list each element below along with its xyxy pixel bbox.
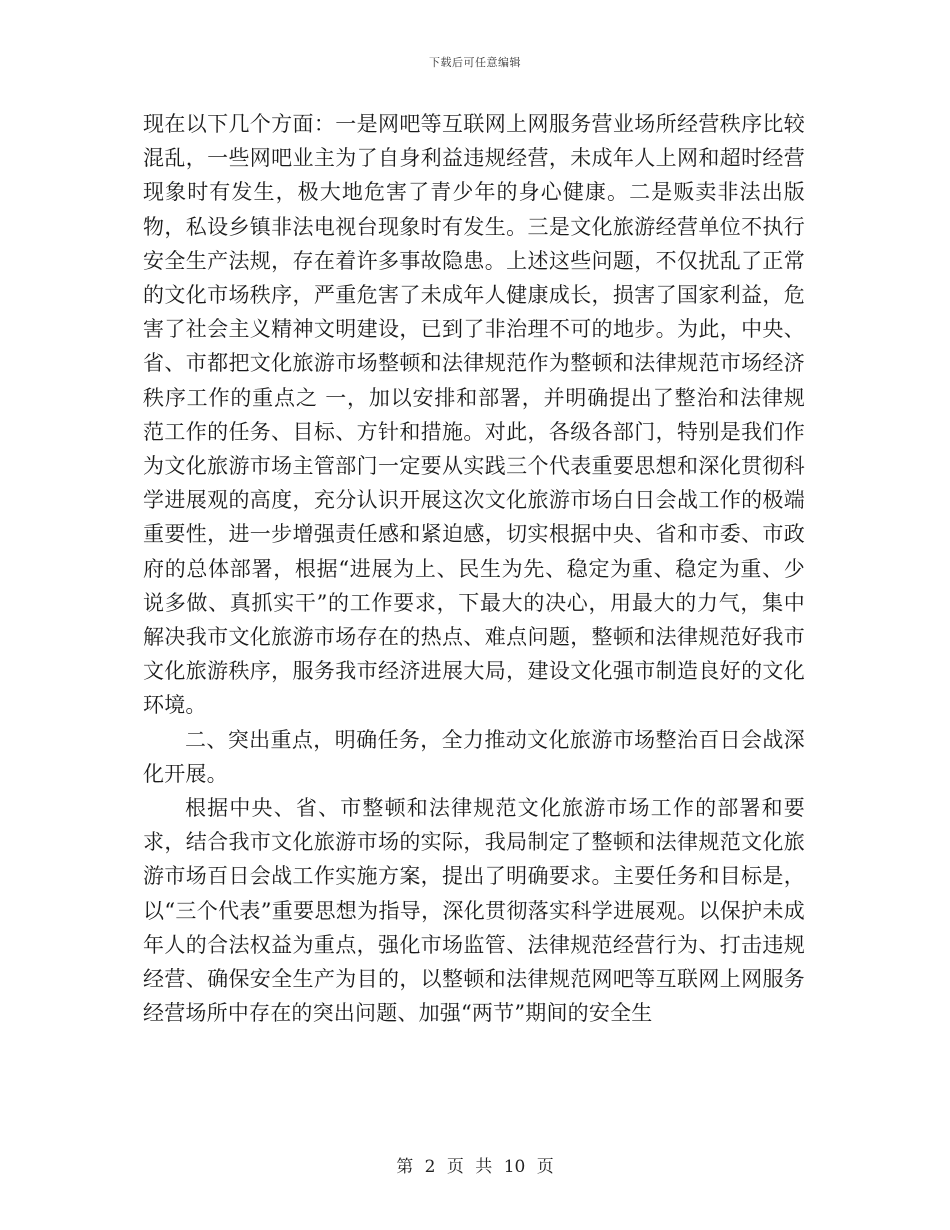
paragraph-1: 现在以下几个方面：一是网吧等互联网上网服务营业场所经营秩序比较混乱，一些网吧业主为了自身利益违规经营，未成年人上网和超时经营现象时有发生，极大地危害了青少年的身心健康。二是贩卖非法出版物，私设乡镇非法电视台现象时有发生。三是文化旅游经营单位不执行安全生产法规，存在着许多事故隐患。上述这些问题，不仅扰乱了正常的文化市场秩序，严重危害了未成年人健康成长，损害了国家利益，危害了社会主义精神文明建设，已到了非治理不可的地步。为此，中央、省、市都把文化旅游市场整顿和法律规范作为整顿和法律规范市场经济秩序工作的重点之 一，加以安排和部署，并明确提出了整治和法律规范工作的任务、目标、方针和措施。对此，各级各部门，特别是我们作为文化旅游市场主管部门一定要从实践三个代表重要思想和深化贯彻科学进展观的高度，充分认识开展这次文化旅游市场白日会战工作的极端重要性，进一步增强责任感和紧迫感，切实根据中央、省和市委、市政府的总体部署，根据“进展为上、民生为先、稳定为重、稳定为重、少说多做、真抓实干”的工作要求，下最大的决心，用最大的力气，集中解决我市文化旅游市场存在的热点、难点问题，整顿和法律规范好我市文化旅游秩序，服务我市经济进展大局，建设文化强市制造良好的文化环境。 (143, 112, 805, 718)
page-number: 第 2 页 共 10 页 (396, 1157, 554, 1177)
page-header: 下载后可任意编辑 (429, 56, 521, 69)
document-body (143, 107, 805, 1030)
section-heading-2: 二、突出重点，明确任务，全力推动文化旅游市场整治百日会战深化开展。 (143, 727, 805, 786)
paragraph-3: 根据中央、省、市整顿和法律规范文化旅游市场工作的部署和要求，结合我市文化旅游市场的实际，我局制定了整顿和法律规范文化旅游市场百日会战工作实施方案，提出了明确要求。主要任务和目标是，以“三个代表”重要思想为指导，深化贯彻落实科学进展观。以保护未成年人的合法权益为重点，强化市场监管、法律规范经营行为、打击违规经营、确保安全生产为目的，以整顿和法律规范网吧等互联网上网服务经营场所中存在的突出问题、加强“两节”期间的安全生 (143, 796, 805, 1026)
